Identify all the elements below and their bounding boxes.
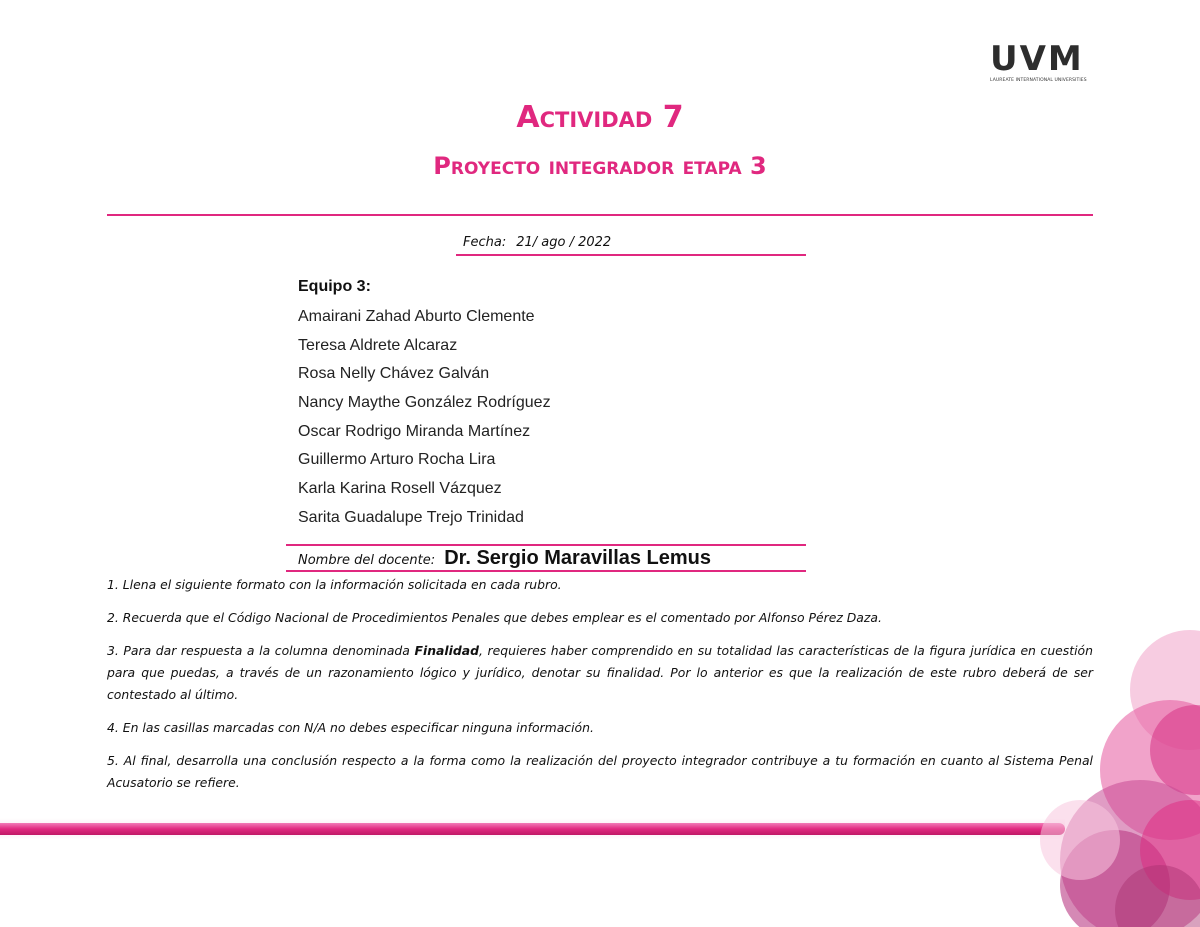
- team-heading: Equipo 3:: [298, 278, 371, 295]
- team-member: Oscar Rodrigo Miranda Martínez: [298, 422, 531, 440]
- instruction-3-start: 3. Para dar respuesta a la columna denominada: [107, 643, 415, 658]
- page-title: Actividad 7: [516, 100, 684, 135]
- instruction-3: [107, 640, 1093, 706]
- instruction-4: 4. En las casillas marcadas con N/A no debes especificar ninguna información.: [107, 720, 594, 735]
- logo-brand: UVM: [990, 39, 1084, 79]
- page-subtitle: Proyecto integrador etapa 3: [433, 152, 767, 180]
- date-label: Fecha:: [463, 235, 507, 250]
- title-divider: [107, 214, 1093, 216]
- instruction-1: 1. Llena el siguiente formato con la información solicitada en cada rubro.: [107, 577, 562, 592]
- team-member: Nancy Maythe González Rodríguez: [298, 394, 551, 412]
- uvm-logo: [990, 39, 1090, 88]
- instruction-3-end: , requieres haber comprendido en su totalidad las características de la figura jurídica en cuestión para que puedas, a través de un razonamiento lógico y jurídico, denotar su finalidad. Por lo anterior es que la realización de este rubro deberá de ser contestado al último.: [107, 643, 1093, 702]
- team-member: Karla Karina Rosell Vázquez: [298, 480, 502, 498]
- team-member: Sarita Guadalupe Trejo Trinidad: [298, 508, 524, 526]
- instruction-3-keyword: Finalidad: [414, 643, 479, 658]
- team-member: Teresa Aldrete Alcaraz: [298, 336, 458, 354]
- team-member: Amairani Zahad Aburto Clemente: [298, 308, 535, 325]
- date-underline: [456, 254, 806, 256]
- team-member: Rosa Nelly Chávez Galván: [298, 365, 490, 383]
- date-value: 21/ ago / 2022: [516, 235, 612, 250]
- teacher-top-line: [286, 544, 806, 546]
- instruction-5: 5. Al final, desarrolla una conclusión respecto a la forma como la realización del proyecto integrador contribuye a tu formación en cuanto al Sistema Penal Acusatorio se refiere.: [107, 753, 1093, 790]
- team-block: [298, 274, 551, 533]
- teacher-bottom-line: [286, 570, 806, 572]
- team-heading-text: Equipo 3: [298, 278, 366, 295]
- instruction-2: 2. Recuerda que el Código Nacional de Procedimientos Penales que debes emplear es el comentado por Alfonso Pérez Daza.: [107, 610, 882, 625]
- date-field: [463, 235, 611, 250]
- teacher-field: [298, 547, 711, 570]
- team-member: Guillermo Arturo Rocha Lira: [298, 451, 496, 469]
- decorative-pink-bar: [0, 823, 1065, 835]
- decorative-circles: [1020, 600, 1200, 927]
- logo-tagline: LAUREATE INTERNATIONAL UNIVERSITIES: [990, 78, 1087, 83]
- instructions-list: [107, 574, 1093, 805]
- teacher-label: Nombre del docente:: [298, 553, 436, 568]
- teacher-name: Dr. Sergio Maravillas Lemus: [444, 547, 712, 569]
